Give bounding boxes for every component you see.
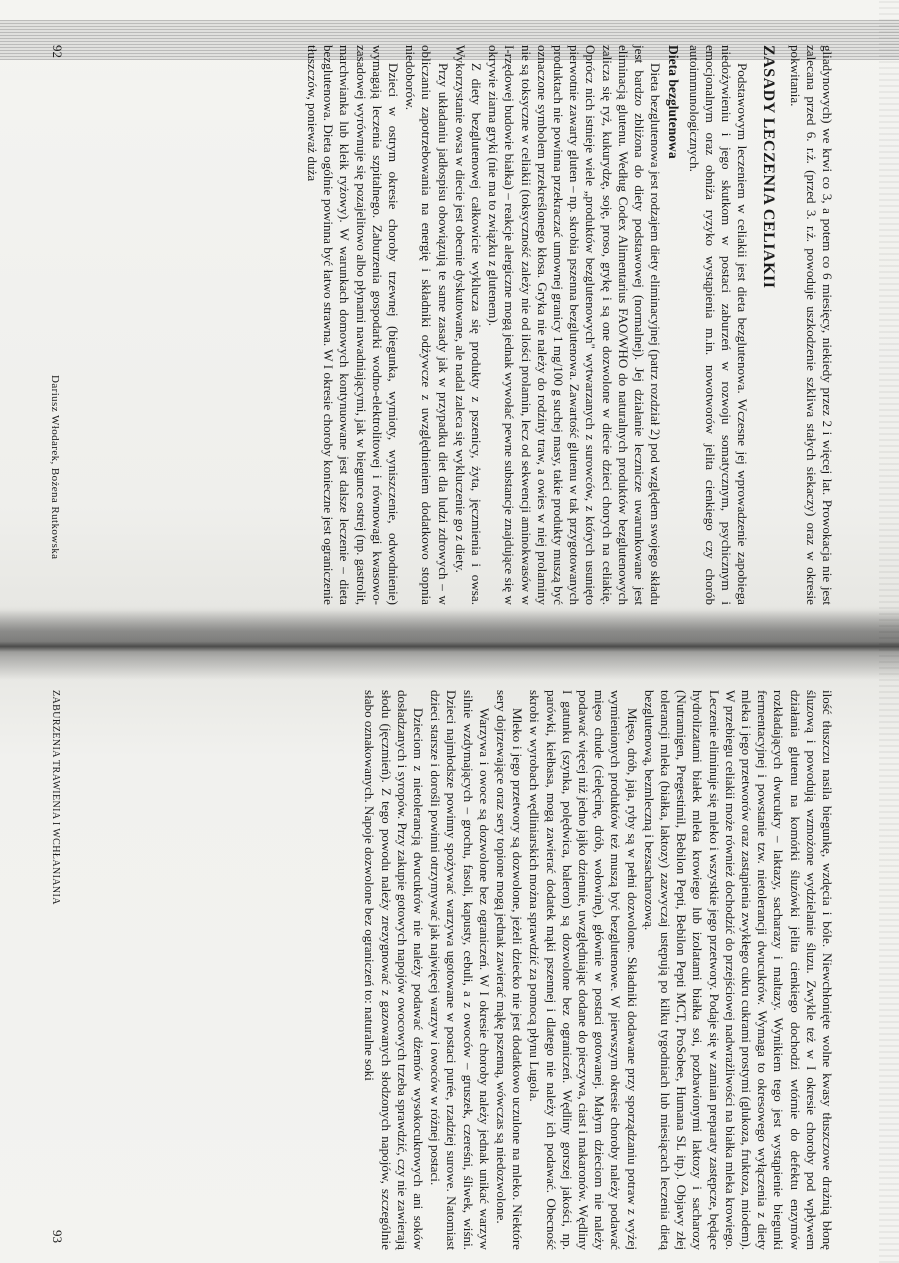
body-paragraph: Dieta bezglutenowa jest rodzajem diety eliminacyjnej (patrz rozdział 2) pod względem swojego składu jest bardzo zbliżona do diety podstawowej (normalnej). Jej działanie lecznicze uwarunkowane jest eliminacją glutenu. Według Codex Alimentarius FAO/WHO do naturalnych produktów bezglutenowych zalicza się ryż, kukurydzę, soję, proso, grykę i są one dozwolone w diecie dzieci chorych na celiakię. Oprócz nich istnieje wiele „produktów bezglutenowych" wytwarzanych z surowców, z których usunięto pierwotnie zawarty gluten – np. skrobia pszenna bezglutenowa. Zawartość glutenu w tak przygotowanych produktach nie powinna przekraczać umownej granicy 1 mg/100 g suchej masy, takie produkty muszą być oznaczone symbolem przekreślonego kłosa. Gryka nie należy do rodziny traw, a owies w niej prolaminy nie są toksyczne w celiakii (toksyczność zależy nie od ilości prolamin, lecz od sekwencji aminokwasów w I-rzędowej budowie białka) – reakcje alergiczne mogą jednak wywołać pewne substancje znajdujące się w okrywie ziarna gryki (nie ma to związku z glutenem). bbox=[486, 45, 664, 605]
body-paragraph: Dzieciom z nietolerancją dwucukrów nie należy podawać dżemów wysokocukrowych ani soków dosładzanych i syropów. Przy zakupie gotowych napojów owocowych trzeba sprawdzić, czy nie zawierają słodu (jęczmień). Z tego powodu należy zrezygnować z gazowanych słodzonych napojów, szczególnie słabo oznakowanych. Napoje dozwolone bez ograniczeń to: naturalne soki bbox=[362, 690, 426, 1250]
intro-paragraph: gliadynowych) we krwi co 3, a potem co 6 miesięcy, niekiedy przez 2 i więcej lat. Prowokacja nie jest zalecana przed 6. r.ż. (przed 3. r.ż. powoduje uszkodzenie szkliwa stałych siekaczy) oraz w okresie pokwitania. bbox=[787, 45, 835, 605]
page-93 bbox=[50, 690, 835, 1250]
body-paragraph: Warzywa i owoce są dozwolone bez ograniczeń. W I okresie choroby należy jednak unikać warzyw silnie wzdymających – grochu, fasoli, kapusty, cebuli, a z owoców – gruszek, czereśni, śliwek, wiśni. Dzieci najmłodsze powinny spożywać warzywa ugotowane w postaci purée, rzadziej surowe. Natomiast dzieci starsze i dorośli powinni otrzymywać jak najwięcej warzyw i owoców w różnej postaci. bbox=[428, 690, 492, 1250]
body-paragraph: Mleko i jego przetwory są dozwolone, jeżeli dziecko nie jest dodatkowo uczulone na mleko. Niektóre sery dojrzewające oraz sery topione mogą jednak zawierać mąkę pszenną, wówczas są niedozwolone. bbox=[493, 690, 526, 1250]
section-paragraph: Podstawowym leczeniem w celiakii jest dieta bezglutenowa. Wczesne jej wprowadzenie zapobiega niedożywieniu i jego skutkom w postaci zaburzeń w rozwoju somatycznym, psychicznym i emocjonalnym oraz obniża ryzyko wystąpienia m.in. nowotworów jelita cienkiego czy chorób autoimmunologicznych. bbox=[686, 45, 751, 605]
body-paragraph: ilość tłuszczu nasila biegunkę, wzdęcia i bóle. Niewchłonięte wolne kwasy tłuszczowe drażnią błonę śluzową i powodują wzmożone wydzielanie śluzu. Zwykle też w I okresie choroby pod wpływem działania glutenu na komórki śluzówki jelita cienkiego dochodzi wtórnie do defektu enzymów rozkładających dwucukry – laktazy, sacharazy i maltazy. Wynikiem tego jest wystąpienie biegunki fermentacyjnej i powstanie tzw. nietolerancji dwucukrów. Wymaga to okresowego wyłączenia z diety mleka i jego przetworów oraz zastąpienia zwykłego cukru cukrami prostymi (glukoza, fruktoza, miodem). W przebiegu celiakii może również dochodzić do przejściowej nadwrażliwości na białka mleka krowiego. Leczenie eliminuje się mleko i wszystkie jego przetwory. Podaje się w zamian preparaty zastępcze, będące hydrolizatami białek mleka krowiego lub izolatami białka soi, pozbawionymi laktozy i sacharozy (Nutramigen, Pregestimil, Bebilon Pepti, Bebilon Pepti MCT, ProSobee, Humana SL itp.). Objawy złej tolerancji mleka (białka, laktozy) zazwyczaj ustępują po kilku tygodniach lub miesiącach leczenia dietą bezglutenową, bezmleczną i bezsacharozową. bbox=[641, 690, 835, 1250]
page-number: 93 bbox=[50, 1230, 65, 1243]
section-title: ZASADY LECZENIA CELIAKII bbox=[760, 45, 778, 289]
running-header: ZABURZENIA TRAWIENIA I WCHŁANIANIA bbox=[50, 690, 61, 905]
running-footer: Dariusz Włodarek, Bożena Rutkowska bbox=[49, 375, 61, 560]
body-paragraph: Mięso, drób, jaja, ryby są w pełni dozwolone. Składniki dodawane przy sporządzaniu potraw z wyżej wymienionych produktów też muszą być bezglutenowe. W pierwszym okresie choroby należy podawać mięso chude (cielęcinę, drób, wołowinę), głównie w postaci gotowanej. Małym dzieciom nie należy podawać więcej niż jedno jajko dziennie, uwzględniając dodane do pieczywa, ciast i makaronów. Wędliny I gatunku (szynka, polędwica, baleron) są dozwolone bez ograniczeń. Wędliny gorszej jakości, np. parówki, kiełbasa, mogą zawierać dodatek mąki pszennej i dlatego nie należy ich podawać. Obecność skrobi w wyrobach wędliniarskich można sprawdzić za pomocą płynu Lugola. bbox=[527, 690, 640, 1250]
body-paragraph: Z diety bezglutenowej całkowicie wyklucza się produkty z pszenicy, żyta, jęczmienia i owsa. Wykorzystanie owsa w diecie jest obecnie dyskutowane, ale nadal zaleca się wykluczenie go z diety. bbox=[452, 45, 484, 605]
page-number: 92 bbox=[50, 45, 65, 58]
page-92 bbox=[49, 45, 835, 605]
book-gutter-shadow bbox=[0, 610, 899, 680]
scan-margin-noise bbox=[879, 0, 899, 1263]
body-paragraph: Dzieci w ostrym okresie choroby trzewnej (biegunka, wymioty, wyniszczenie, odwodnienie) wymagają leczenia szpitalnego. Zaburzenia gospodarki wodno-elektrolitowej i równowagi kwasowo-zasadowej wyrównuje się pozajelitowo albo płynami nawadniającymi, jak w biegunce ostrej (np. gastrolit, marchwianka lub kleik ryżowy). W warunkach domowych kontynuowane jest dalsze leczenie – dieta bezglutenowa. Dieta ogólnie powinna być łatwo strawna. W I okresie choroby konieczne jest ograniczenie tłuszczów, ponieważ duża bbox=[304, 45, 401, 605]
body-paragraph: Przy układaniu jadłospisu obowiązują te same zasady jak w przypadku diet dla ludzi zdrowych – w obliczaniu zapotrzebowania na energię i składniki odżywcze z uwzględnieniem dodatkowo stopnia niedoborów. bbox=[403, 45, 451, 605]
subheading: Dieta bezglutenowa bbox=[666, 45, 682, 159]
